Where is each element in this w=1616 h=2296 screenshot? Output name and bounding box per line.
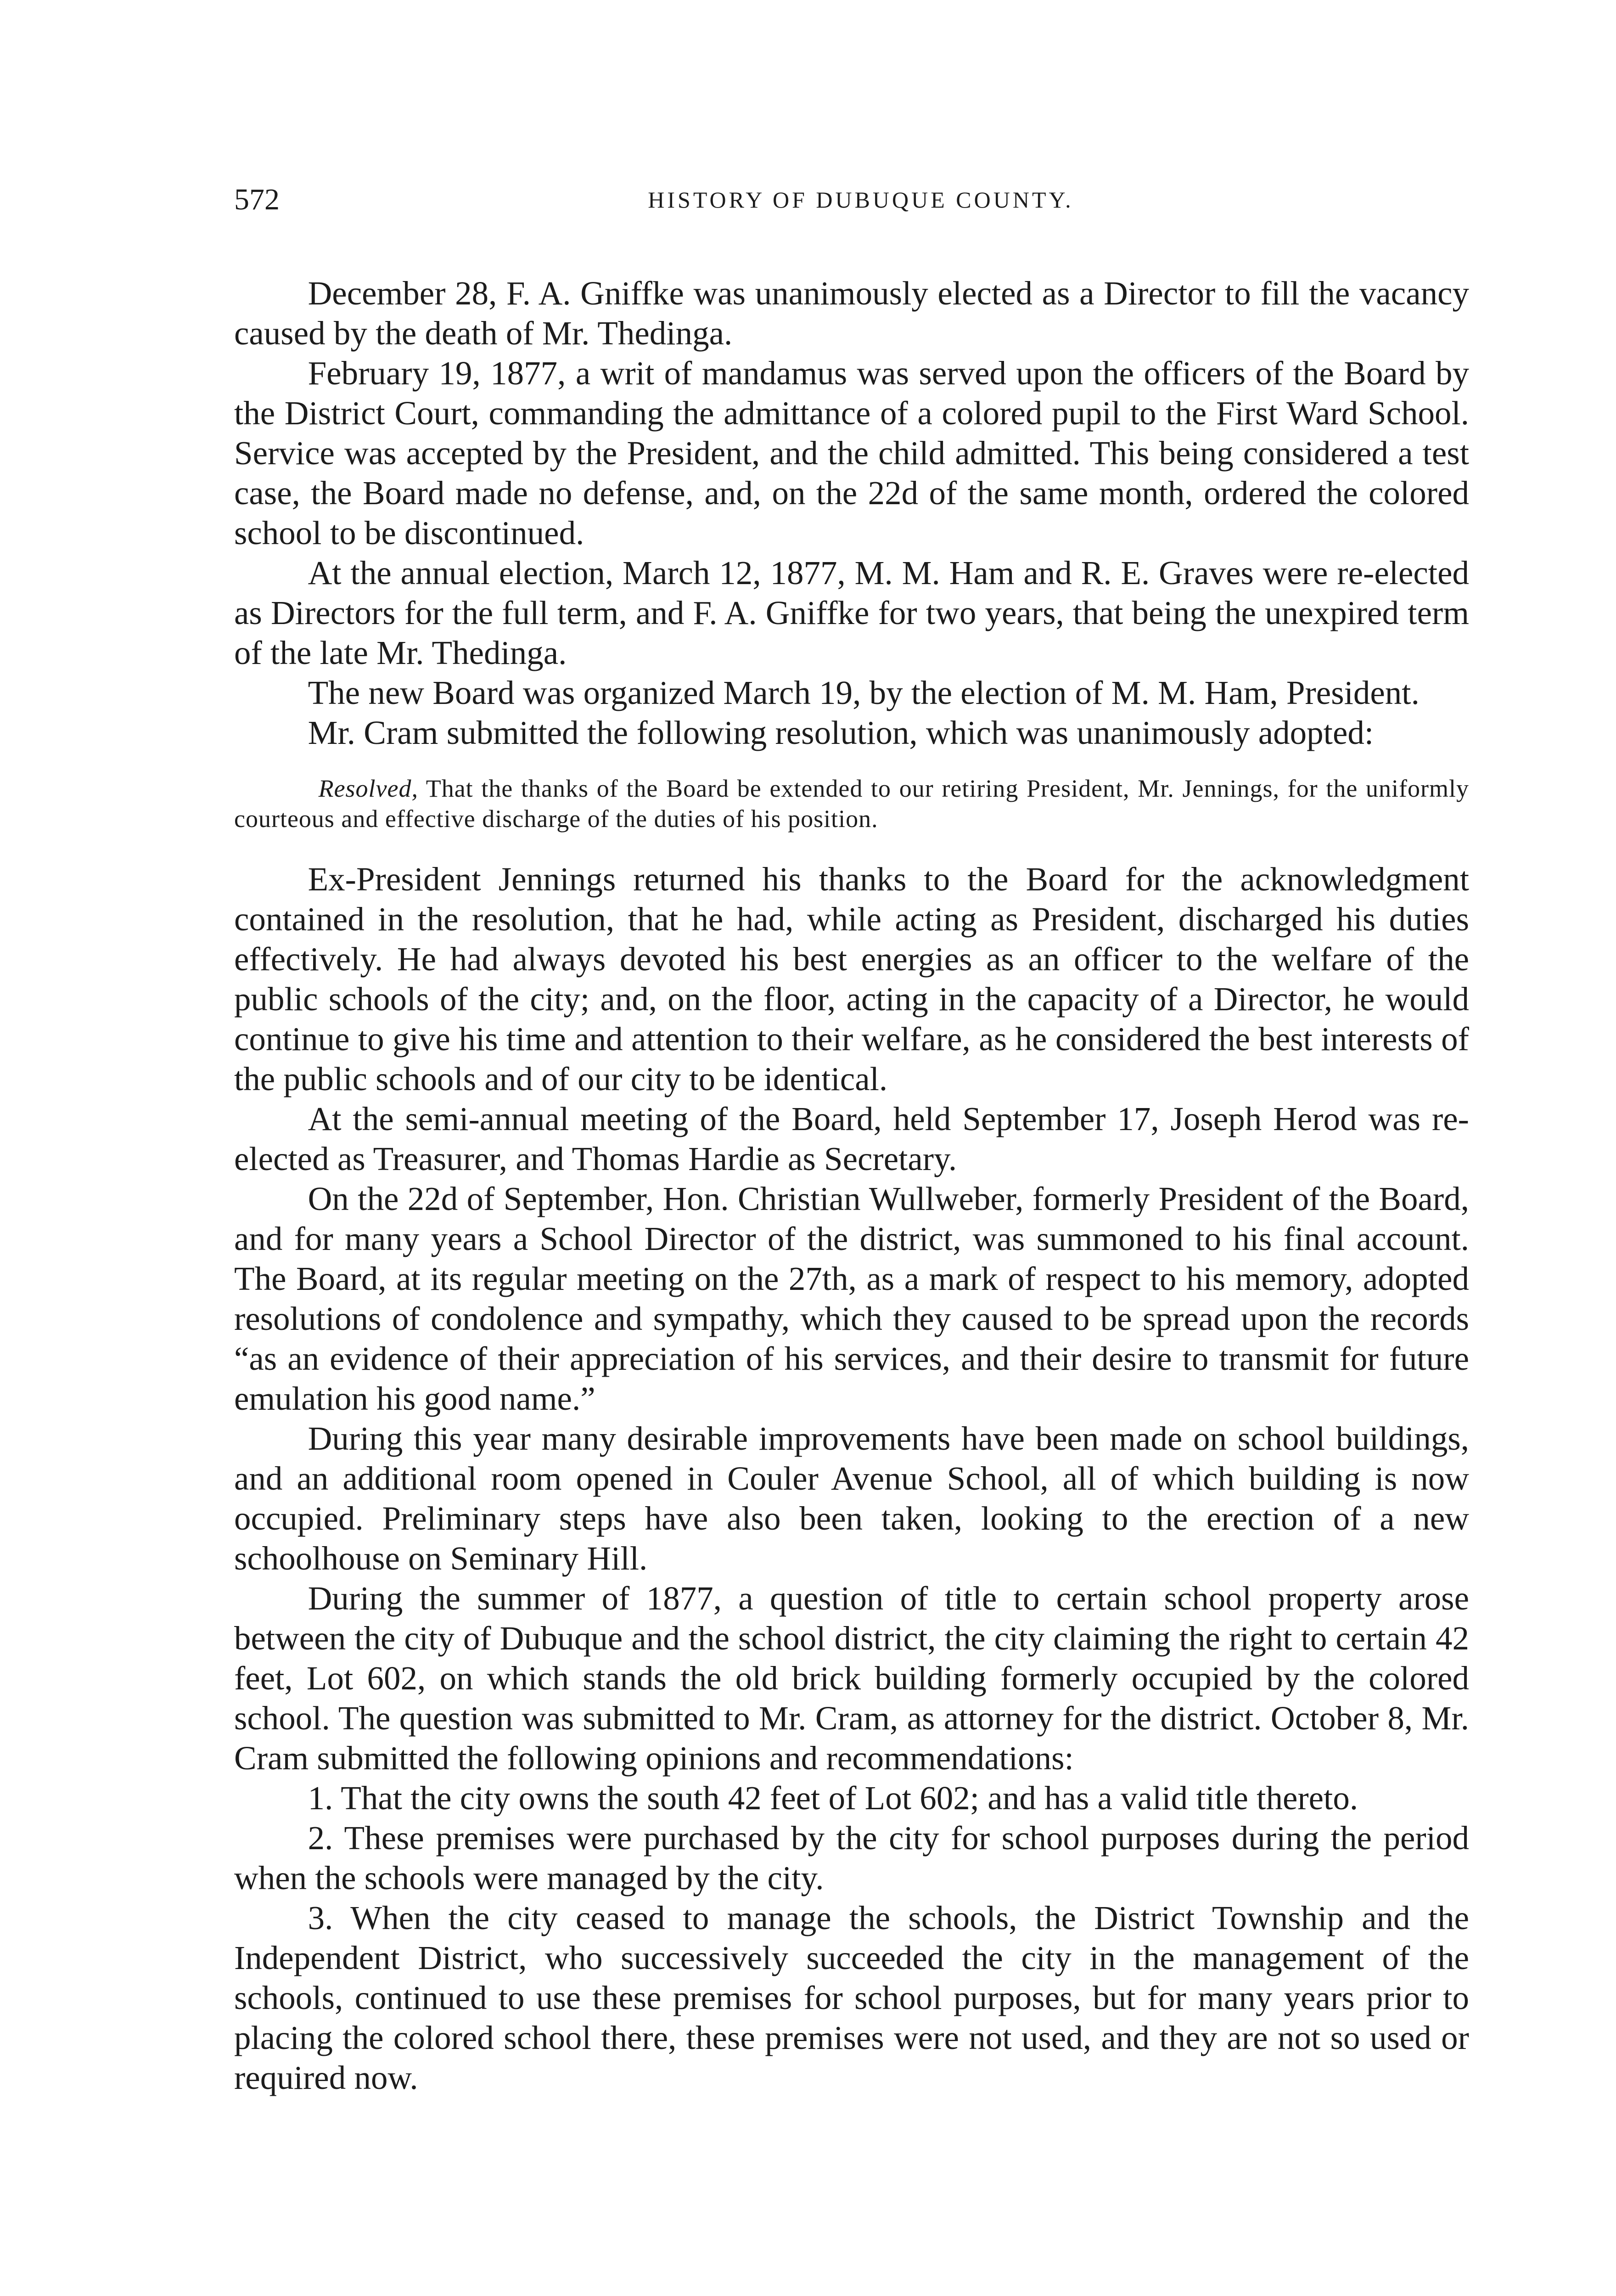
paragraph-semi-annual-meeting: At the semi-annual meeting of the Board, held September 17, Joseph Herod was re-elected as Treasurer, and Thomas Hardie as Secretary.: [234, 1100, 1469, 1177]
book-page: [234, 181, 1469, 2098]
resolution-lead: Resolved,: [318, 775, 418, 802]
opinion-item-3: 3. When the city ceased to manage the schools, the District Township and the Independent District, who successively succeeded the city in the management of the schools, continued to use these premises for school purposes, but for many years prior to placing the colored school there, these premises were not used, and they are not so used or required now.: [234, 1899, 1469, 2096]
opinion-item-1: 1. That the city owns the south 42 feet of Lot 602; and has a valid title thereto.: [308, 1779, 1358, 1817]
running-head: [234, 181, 1469, 218]
resolution-text: That the thanks of the Board be extended to our retiring President, Mr. Jennings, for the uniformly courteous and effective discharge of the duties of his position.: [234, 775, 1469, 833]
paragraph-cram-resolution-intro: Mr. Cram submitted the following resolution, which was unanimously adopted:: [308, 714, 1374, 751]
paragraph-writ-of-mandamus: February 19, 1877, a writ of mandamus was served upon the officers of the Board by the District Court, commanding the admittance of a colored pupil to the First Ward School. Service was accepted by the President, and the child admitted. This being considered a test case, the Board made no defense, and, on the 22d of the same month, ordered the colored school to be discontinued.: [234, 355, 1469, 551]
paragraph-title-question: During the summer of 1877, a question of title to certain school property arose between the city of Dubuque and the school district, the city claiming the right to certain 42 feet, Lot 602, on which stands the old brick building formerly occupied by the colored school. The question was submitted to Mr. Cram, as attorney for the district. October 8, Mr. Cram submitted the following opinions and recommendations:: [234, 1580, 1469, 1777]
paragraph-improvements: During this year many desirable improvements have been made on school buildings, and an additional room opened in Couler Avenue School, all of which building is now occupied. Preliminary steps have also been taken, looking to the erection of a new schoolhouse on Seminary Hill.: [234, 1420, 1469, 1577]
resolution-block: [234, 773, 1469, 834]
opinion-item-2: 2. These premises were purchased by the city for school purposes during the period when the schools were managed by the city.: [234, 1819, 1469, 1896]
page-number: 572: [234, 183, 280, 216]
paragraph-jennings-thanks: Ex-President Jennings returned his thanks to the Board for the acknowledgment contained in the resolution, that he had, while acting as President, discharged his duties effectively. He had always devoted his best energies as an officer to the welfare of the public schools of the city; and, on the floor, acting in the capacity of a Director, he would continue to give his time and attention to their welfare, as he considered the best interests of the public schools and of our city to be identical.: [234, 861, 1469, 1097]
paragraph-board-organized: The new Board was organized March 19, by the election of M. M. Ham, President.: [308, 674, 1420, 711]
paragraph-gniffke-elected: December 28, F. A. Gniffke was unanimously elected as a Director to fill the vacancy caused by the death of Mr. Thedinga.: [234, 275, 1469, 352]
paragraph-wullweber-death: On the 22d of September, Hon. Christian Wullweber, formerly President of the Board, and for many years a School Director of the district, was summoned to his final account. The Board, at its regular meeting on the 27th, as a mark of respect to his memory, adopted resolutions of condolence and sympathy, which they caused to be spread upon the records “as an evidence of their appreciation of his services, and their desire to transmit for future emulation his good name.”: [234, 1180, 1469, 1417]
book-title: HISTORY OF DUBUQUE COUNTY.: [648, 187, 1074, 213]
paragraph-annual-election: At the annual election, March 12, 1877, M. M. Ham and R. E. Graves were re-elected as Directors for the full term, and F. A. Gniffke for two years, that being the unexpired term of the late Mr. Thedinga.: [234, 554, 1469, 671]
